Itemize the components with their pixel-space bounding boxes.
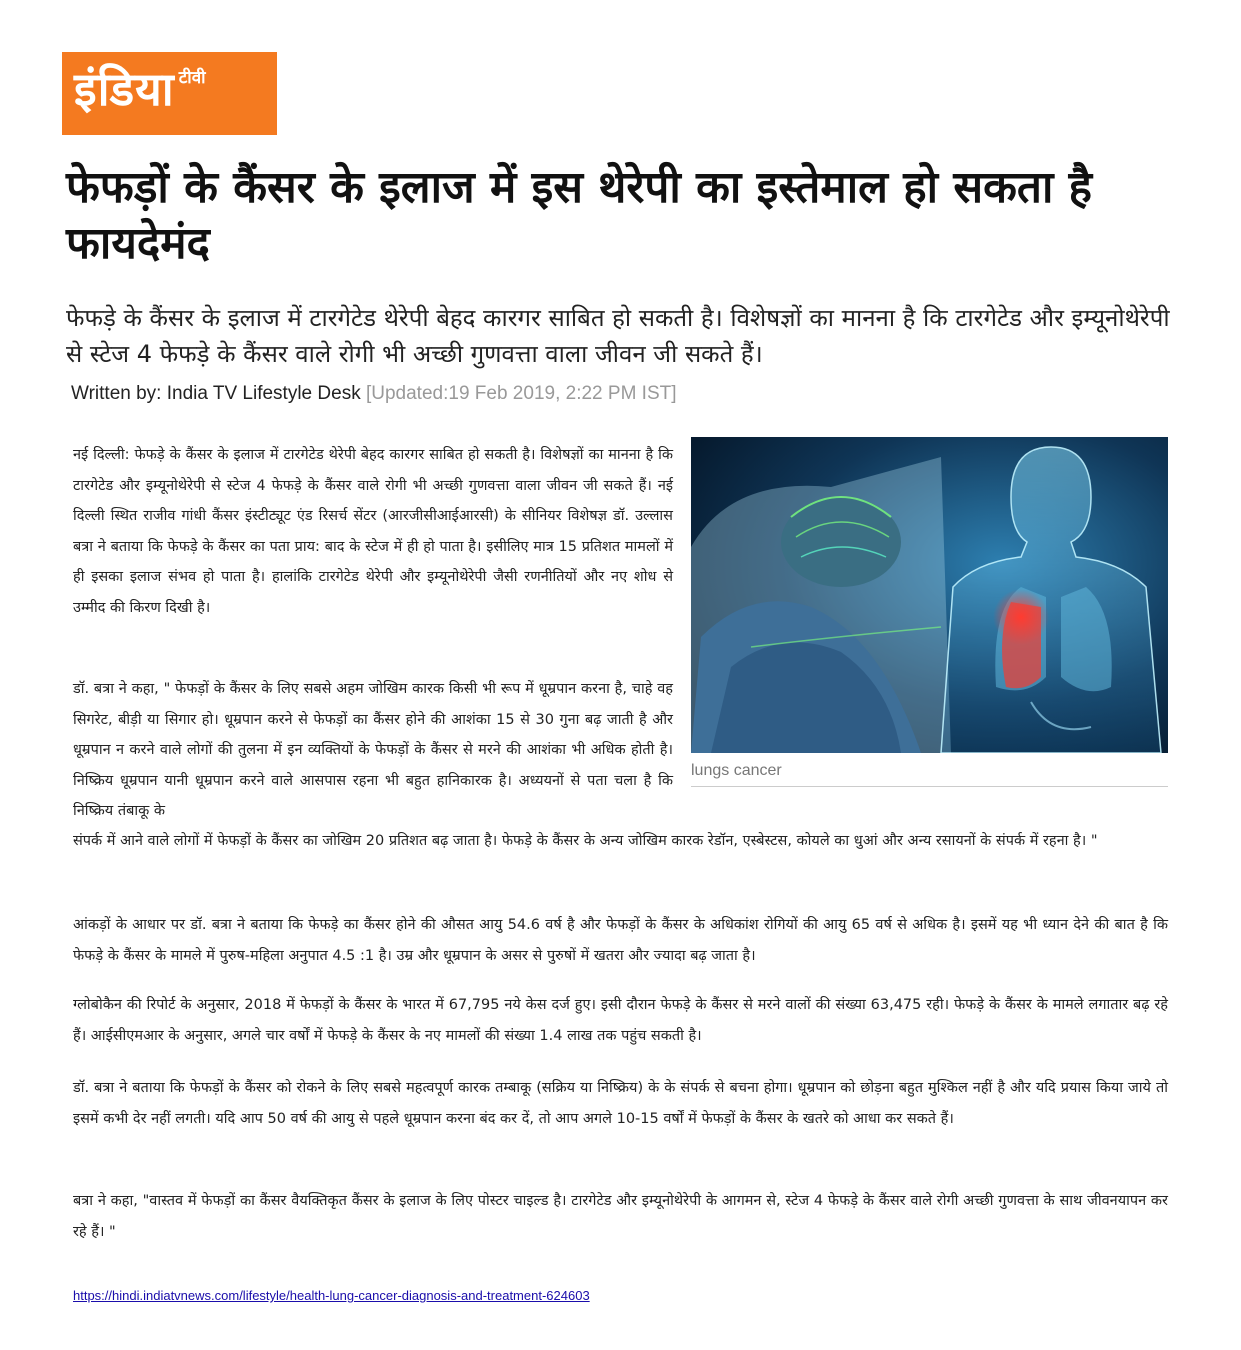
logo-main-text: इंडिया [74,62,175,116]
image-caption: lungs cancer [691,762,1168,787]
author: Written by: India TV Lifestyle Desk [71,383,361,404]
byline [71,383,677,405]
logo-sub-text: टीवी [178,68,206,88]
paragraph: डॉ. बत्रा ने कहा, " फेफड़ों के कैंसर के लिए सबसे अहम जोखिम कारक किसी भी रूप में धूम्रपान करना है, चाहे वह सिगरेट, बीड़ी या सिगार हो। धूम्रपान करने से फेफड़ों का कैंसर होने की आशंका 15 से 30 गुना बढ़ जाती है और धूम्रपान न करने वाले लोगों की तुलना में इन व्यक्तियों के फेफड़ों के कैंसर से मरने की आशंका भी अधिक होती है। निष्क्रिय धूम्रपान यानी धूम्रपान करने वाले आसपास रहना भी बहुत हानिकारक है। अध्ययनों से पता चला है कि निष्क्रिय तंबाकू के [73,681,673,819]
paragraph: नई दिल्ली: फेफड़े के कैंसर के इलाज में टारगेटेड थेरेपी बेहद कारगर साबित हो सकती है। विशेषज्ञों का मानना है कि टारगेटेड और इम्यूनोथेरेपी से स्टेज 4 फेफड़े के कैंसर वाले रोगी भी अच्छी गुणवत्ता वाला जीवन जी सकते हैं। नई दिल्ली स्थित राजीव गांधी कैंसर इंस्टीट्यूट एंड रिसर्च सेंटर (आरजीसीआईआरसी) के सीनियर विशेषज्ञ डॉ. उल्लास बत्रा ने बताया कि फेफड़े के कैंसर का पता प्राय: बाद के स्टेज में ही हो पाता है। इसीलिए मात्र 15 प्रतिशत मामलों में ही इसका इलाज संभव हो पाता है। हालांकि टारगेटेड थेरेपी और इम्यूनोथेरेपी जैसी रणनीतियों और नए शोध से उम्मीद की किरण दिखी है। [73,447,673,616]
paragraph: बत्रा ने कहा, "वास्तव में फेफड़ों का कैंसर वैयक्तिकृत कैंसर के इलाज के लिए पोस्टर चाइल्ड है। टारगेटेड और इम्यूनोथेरेपी के आगमन से, स्टेज 4 फेफड़े के कैंसर वाले रोगी अच्छी गुणवत्ता के साथ जीवनयापन कर रहे हैं। " [73,1193,1168,1240]
paragraph: संपर्क में आने वाले लोगों में फेफड़ों के कैंसर का जोखिम 20 प्रतिशत बढ़ जाता है। फेफड़े के कैंसर के अन्य जोखिम कारक रेडॉन, एस्बेस्टस, कोयले का धुआं और अन्य रसायनों के संपर्क में रहना है। " [73,833,1098,849]
paragraph: आंकड़ों के आधार पर डॉ. बत्रा ने बताया कि फेफड़े का कैंसर होने की औसत आयु 54.6 वर्ष है और फेफड़ों के कैंसर के अधिकांश रोगियों की आयु 65 वर्ष से अधिक है। इसमें यह भी ध्यान देने की बात है कि फेफड़े के कैंसर के मामले में पुरुष-महिला अनुपात 4.5 :1 है। उम्र और धूम्रपान के असर से पुरुषों में खतरा और ज्यादा बढ़ जाता है। [73,917,1168,964]
paragraph: डॉ. बत्रा ने बताया कि फेफड़ों के कैंसर को रोकने के लिए सबसे महत्वपूर्ण कारक तम्बाकू (सक्रिय या निष्क्रिय) के के संपर्क से बचना होगा। धूम्रपान को छोड़ना बहुत मुश्किल नहीं है और यदि प्रयास किया जाये तो इसमें कभी देर नहीं लगती। यदि आप 50 वर्ष की आयु से पहले धूम्रपान करना बंद कर दें, तो आप अगले 10-15 वर्षों में फेफड़ों के कैंसर के खतरे को आधा कर सकते हैं। [73,1080,1168,1127]
article-summary: फेफड़े के कैंसर के इलाज में टारगेटेड थेरेपी बेहद कारगर साबित हो सकती है। विशेषज्ञों का मानना है कि टारगेटेड और इम्यूनोथेरेपी से स्टेज 4 फेफड़े के कैंसर वाले रोगी भी अच्छी गुणवत्ता वाला जीवन जी सकते हैं। [66,304,1170,368]
article-title: फेफड़ों के कैंसर के इलाज में इस थेरेपी का इस्तेमाल हो सकता है फायदेमंद [66,162,1093,269]
india-tv-logo[interactable] [62,52,277,135]
paragraph: ग्लोबोकैन की रिपोर्ट के अनुसार, 2018 में फेफड़ों के कैंसर के भारत में 67,795 नये केस दर्ज हुए। इसी दौरान फेफड़े के कैंसर से मरने वालों की संख्या 63,475 रही। फेफड़े के कैंसर के मामले लगातार बढ़ रहे हैं। आईसीएमआर के अनुसार, अगले चार वर्षों में फेफड़े के कैंसर के नए मामलों की संख्या 1.4 लाख तक पहुंच सकती है। [73,997,1168,1044]
lungs-cancer-illustration-icon [691,437,1168,753]
source-link[interactable]: https://hindi.indiatvnews.com/lifestyle/health-lung-cancer-diagnosis-and-treatment-624603 [73,1288,590,1303]
updated-timestamp: [Updated:19 Feb 2019, 2:22 PM IST] [365,383,677,404]
article-figure [691,437,1168,787]
